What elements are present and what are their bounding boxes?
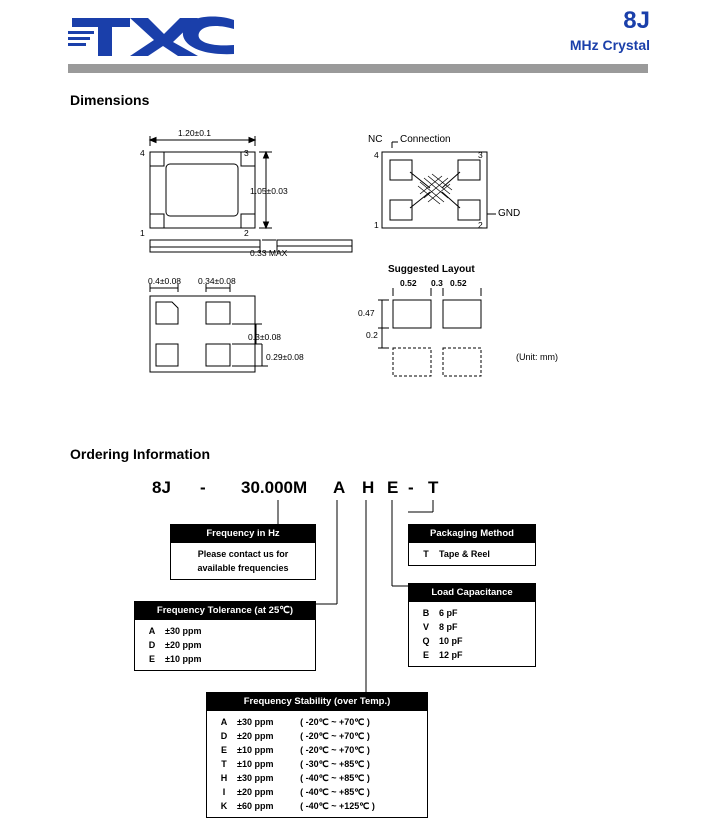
tolerance-box-body [135, 620, 315, 670]
table-row [415, 606, 529, 620]
load-cap-code-1: V [422, 622, 429, 632]
stability-code-5: I [222, 787, 226, 797]
table-row [415, 620, 529, 634]
stability-value-5: ±20 ppm [237, 787, 274, 797]
connection-pin-1: 1 [374, 220, 379, 230]
load-cap-value-0: 6 pF [439, 608, 458, 618]
stability-code-3: T [221, 759, 227, 769]
table-row [415, 634, 529, 648]
table-row [213, 785, 421, 799]
connection-pin-3: 3 [478, 150, 483, 160]
stability-range-2: ( -20℃ ~ +70℃ ) [300, 745, 370, 755]
stability-range-1: ( -20℃ ~ +70℃ ) [300, 731, 370, 741]
dim-pad-width-label: 0.34±0.08 [198, 276, 236, 286]
load-cap-value-2: 10 pF [439, 636, 463, 646]
stability-value-3: ±10 ppm [237, 759, 274, 769]
dim-height-label: 1.05±0.03 [250, 186, 288, 196]
connection-title: Connection [400, 134, 451, 145]
load-capacitance-box [408, 583, 536, 667]
topview-pin-2: 2 [244, 228, 249, 238]
topview-pin-4: 4 [140, 148, 145, 158]
table-row [213, 799, 421, 813]
code-part-packaging: T [428, 478, 439, 497]
packaging-table [415, 547, 529, 561]
load-cap-code-3: E [422, 650, 429, 660]
stability-code-6: K [220, 801, 228, 811]
ordering-code-line [0, 478, 712, 506]
packaging-code-0: T [423, 549, 429, 559]
topview-pin-3: 3 [244, 148, 249, 158]
tolerance-value-1: ±20 ppm [165, 640, 202, 650]
packaging-box [408, 524, 536, 566]
stability-box-title: Frequency Stability (over Temp.) [207, 693, 427, 711]
connection-pin-4: 4 [374, 150, 379, 160]
load-cap-value-1: 8 pF [439, 622, 458, 632]
dim-pad-left-label: 0.4±0.08 [148, 276, 182, 286]
table-row [213, 729, 421, 743]
frequency-note-line1: Please contact us for [197, 549, 289, 559]
page-header [0, 0, 712, 76]
unit-note: (Unit: mm) [516, 352, 558, 362]
code-part-stability: H [362, 478, 375, 497]
table-row [415, 648, 529, 662]
packaging-value-0: Tape & Reel [439, 549, 490, 559]
table-row [213, 757, 421, 771]
code-part-dash1: - [200, 478, 206, 497]
connection-gnd-label: GND [498, 208, 521, 219]
stability-value-6: ±60 ppm [237, 801, 274, 811]
layout-dim-3: 0.52 [450, 278, 467, 288]
load-cap-value-3: 12 pF [439, 650, 463, 660]
code-part-series: 8J [152, 478, 171, 497]
product-title-block [570, 8, 650, 54]
header-divider-bar [68, 64, 648, 73]
stability-range-5: ( -40℃ ~ +85℃ ) [300, 787, 370, 797]
layout-dim-4: 0.47 [358, 308, 375, 318]
stability-value-1: ±20 ppm [237, 731, 274, 741]
dim-pad-height-label: 0.29±0.08 [266, 352, 304, 362]
stability-range-4: ( -40℃ ~ +85℃ ) [300, 773, 370, 783]
layout-title: Suggested Layout [388, 264, 475, 275]
table-row [141, 638, 309, 652]
load-capacitance-box-body [409, 602, 535, 666]
load-cap-code-0: B [422, 608, 430, 618]
stability-code-4: H [220, 773, 228, 783]
frequency-note-line2: available frequencies [197, 563, 289, 573]
txc-logo [68, 14, 238, 60]
dim-width-label: 1.20±0.1 [178, 128, 212, 138]
layout-dim-5: 0.2 [366, 330, 378, 340]
stability-range-3: ( -30℃ ~ +85℃ ) [300, 759, 370, 769]
stability-value-2: ±10 ppm [237, 745, 274, 755]
packaging-box-body [409, 543, 535, 565]
tolerance-value-2: ±10 ppm [165, 654, 202, 664]
table-row [213, 743, 421, 757]
stability-range-0: ( -20℃ ~ +70℃ ) [300, 717, 370, 727]
dimensions-heading: Dimensions [70, 92, 150, 108]
frequency-box [170, 524, 316, 580]
stability-box [206, 692, 428, 818]
table-row [141, 652, 309, 666]
connection-pin-2: 2 [478, 220, 483, 230]
load-capacitance-table [415, 606, 529, 662]
tolerance-box-title: Frequency Tolerance (at 25℃) [135, 602, 315, 620]
code-part-frequency: 30.000M [241, 478, 308, 497]
stability-table [213, 715, 421, 813]
product-title: 8J [623, 7, 650, 34]
txc-logo-svg [68, 14, 238, 60]
frequency-box-body [171, 543, 315, 579]
layout-dim-1: 0.52 [400, 278, 417, 288]
layout-dim-2: 0.3 [431, 278, 443, 288]
packaging-box-title: Packaging Method [409, 525, 535, 543]
code-part-dash2: - [408, 478, 414, 497]
dim-pad-gap-label: 0.3±0.08 [248, 332, 282, 342]
topview-pin-1: 1 [140, 228, 145, 238]
product-subtitle: MHz Crystal [569, 37, 650, 53]
tolerance-code-1: D [148, 640, 156, 650]
stability-box-body [207, 711, 427, 817]
table-row [415, 547, 529, 561]
tolerance-code-2: E [148, 654, 155, 664]
frequency-box-title: Frequency in Hz [171, 525, 315, 543]
table-row [141, 624, 309, 638]
code-part-load-cap: E [387, 478, 399, 497]
tolerance-box [134, 601, 316, 671]
tolerance-value-0: ±30 ppm [165, 626, 202, 636]
stability-value-4: ±30 ppm [237, 773, 274, 783]
ordering-heading: Ordering Information [70, 446, 210, 462]
code-part-tolerance: A [333, 478, 346, 497]
stability-range-6: ( -40℃ ~ +125℃ ) [300, 801, 375, 811]
table-row [213, 771, 421, 785]
stability-code-0: A [220, 717, 228, 727]
load-cap-code-2: Q [422, 636, 430, 646]
stability-code-2: E [220, 745, 227, 755]
tolerance-code-0: A [148, 626, 156, 636]
load-capacitance-box-title: Load Capacitance [409, 584, 535, 602]
connection-nc-label: NC [368, 134, 383, 145]
table-row [213, 715, 421, 729]
dim-thickness-label: 0.33 MAX [250, 248, 288, 258]
tolerance-table [141, 624, 309, 666]
stability-code-1: D [220, 731, 228, 741]
stability-value-0: ±30 ppm [237, 717, 274, 727]
